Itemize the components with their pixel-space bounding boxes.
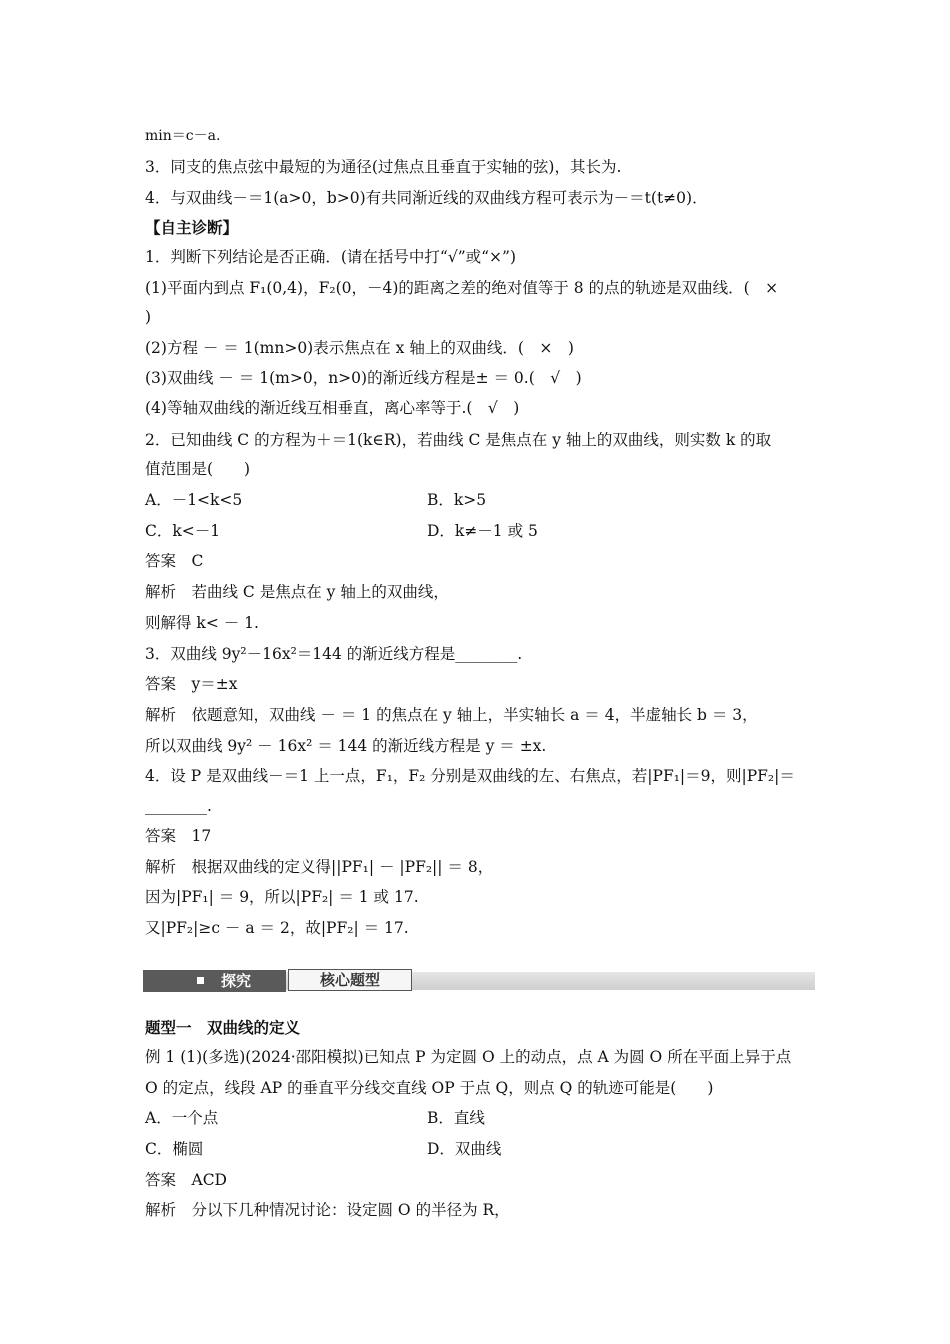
- options-row: [145, 488, 815, 512]
- option-d: D．k≠－1 或 5: [427, 522, 538, 540]
- answer-line: 答案 17: [145, 827, 212, 845]
- text-line: 4．与双曲线－＝1(a>0，b>0)有共同渐近线的双曲线方程可表示为－＝t(t≠0)．: [145, 189, 708, 207]
- topic-heading: 题型一 双曲线的定义: [145, 1018, 301, 1037]
- question-2-cont: 值范围是( ): [145, 460, 251, 478]
- options-row: [145, 519, 815, 543]
- analysis-line: 解析 根据双曲线的定义得||PF₁| － |PF₂|| ＝ 8，: [145, 858, 494, 876]
- option-b: B．直线: [427, 1109, 485, 1127]
- option-d: D．双曲线: [427, 1140, 502, 1158]
- analysis-line: 解析 依题意知，双曲线 － ＝ 1 的焦点在 y 轴上，半实轴长 a ＝ 4，半虚轴长 b ＝ 3，: [145, 706, 758, 724]
- section-banner: [143, 966, 815, 996]
- statement-1-tail: ): [145, 308, 152, 326]
- banner-left-label: 探究: [221, 972, 252, 990]
- options-row: [145, 1106, 815, 1130]
- banner-dark-block: [143, 970, 286, 992]
- banner-right-label: 核心题型: [288, 969, 412, 991]
- statement-2: (2)方程 － ＝ 1(mn>0)表示焦点在 x 轴上的双曲线．( × ): [145, 339, 574, 357]
- option-c: C．k<－1: [145, 522, 221, 540]
- statement-4: (4)等轴双曲线的渐近线互相垂直，离心率等于.( √ ): [145, 399, 520, 417]
- section-heading: 【自主诊断】: [145, 218, 239, 237]
- answer-line: 答案 ACD: [145, 1171, 227, 1189]
- question-3: 3．双曲线 9y²－16x²＝144 的渐近线方程是________.: [145, 645, 523, 663]
- option-b: B．k>5: [427, 491, 487, 509]
- question-4-blank: ________.: [145, 797, 212, 815]
- analysis-line: 解析 若曲线 C 是焦点在 y 轴上的双曲线，: [145, 583, 449, 601]
- options-row: [145, 1137, 815, 1161]
- example-1-cont: O 的定点，线段 AP 的垂直平分线交直线 OP 于点 Q，则点 Q 的轨迹可能是( ): [145, 1079, 714, 1097]
- analysis-line: 则解得 k< － 1.: [145, 614, 259, 632]
- answer-line: 答案 y＝±x: [145, 675, 238, 693]
- analysis-line: 因为|PF₁| ＝ 9，所以|PF₂| ＝ 1 或 17.: [145, 888, 419, 906]
- statement-1: (1)平面内到点 F₁(0,4)，F₂(0，－4)的距离之差的绝对值等于 8 的点的轨迹是双曲线．( ×: [145, 279, 779, 297]
- answer-line: 答案 C: [145, 552, 204, 570]
- statement-3: (3)双曲线 － ＝ 1(m>0，n>0)的渐近线方程是± ＝ 0.( √ ): [145, 369, 582, 387]
- question-2: 2．已知曲线 C 的方程为＋＝1(k∈R)，若曲线 C 是焦点在 y 轴上的双曲线，则实数 k 的取: [145, 431, 772, 449]
- square-bullet-icon: [197, 977, 204, 984]
- analysis-line: 解析 分以下几种情况讨论：设定圆 O 的半径为 R，: [145, 1201, 510, 1219]
- option-a: A．一个点: [145, 1109, 219, 1127]
- analysis-line: 又|PF₂|≥c － a ＝ 2，故|PF₂| ＝ 17.: [145, 919, 409, 937]
- text-line: min＝c－a.: [145, 128, 221, 144]
- question-4: 4．设 P 是双曲线－＝1 上一点，F₁，F₂ 分别是双曲线的左、右焦点，若|PF₁|＝9，则|PF₂|＝: [145, 767, 795, 785]
- option-c: C．椭圆: [145, 1140, 204, 1158]
- example-1: 例 1 (1)(多选)(2024·邵阳模拟)已知点 P 为定圆 O 上的动点，点 A 为圆 O 所在平面上异于点: [145, 1048, 792, 1066]
- option-a: A．－1<k<5: [145, 491, 243, 509]
- analysis-line: 所以双曲线 9y² － 16x² ＝ 144 的渐近线方程是 y ＝ ±x.: [145, 737, 547, 755]
- question-1: 1．判断下列结论是否正确．(请在括号中打“√”或“×”): [145, 248, 517, 266]
- text-line: 3．同支的焦点弦中最短的为通径(过焦点且垂直于实轴的弦)，其长为.: [145, 158, 622, 176]
